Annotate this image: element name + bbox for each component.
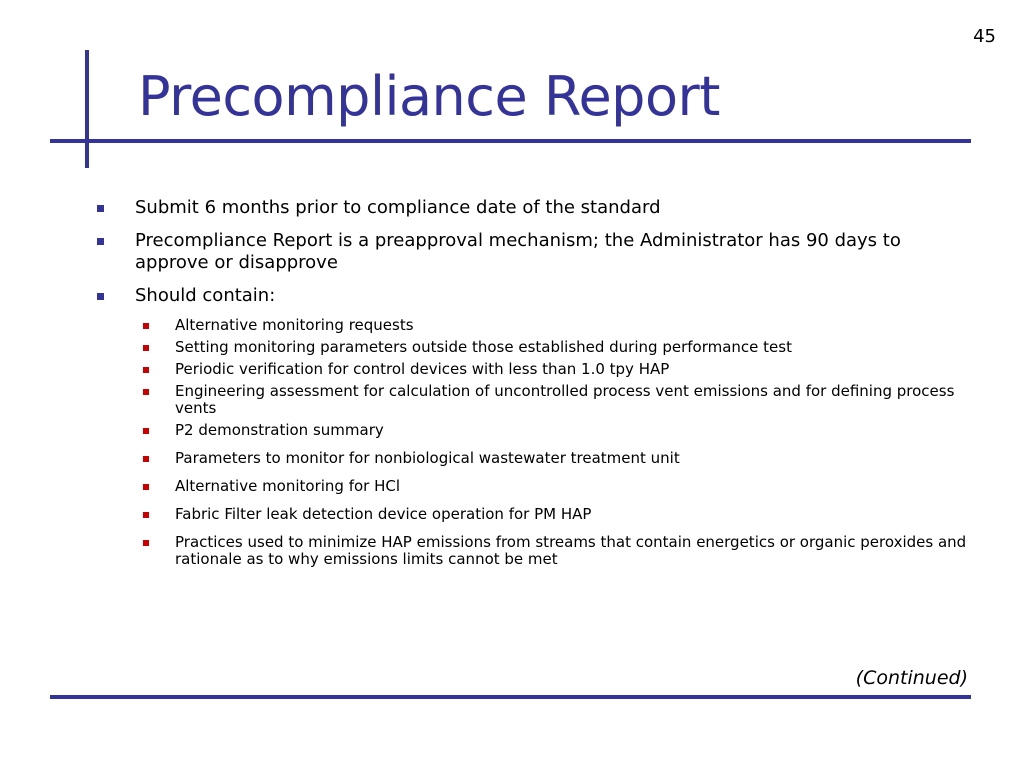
sub-bullet-text: Fabric Filter leak detection device operation for PM HAP — [175, 505, 592, 523]
title-horizontal-rule — [50, 139, 971, 143]
sub-bullet-text: Practices used to minimize HAP emissions from streams that contain energetics or organic peroxides and rationale as to why emissions limits cannot be met — [175, 533, 967, 568]
slide-content — [97, 197, 967, 579]
square-bullet-icon — [143, 323, 149, 329]
sub-bullet-text: Periodic verification for control devices with less than 1.0 tpy HAP — [175, 360, 670, 378]
bullet-list — [97, 197, 967, 568]
sub-bullet-item — [143, 478, 967, 495]
bullet-item — [97, 230, 967, 274]
sub-bullet-item — [143, 534, 967, 568]
bullet-text: Submit 6 months prior to compliance date of the standard — [135, 197, 661, 218]
square-bullet-icon — [97, 205, 104, 212]
bullet-text: Precompliance Report is a preapproval mechanism; the Administrator has 90 days to approve or disapprove — [135, 230, 901, 273]
sub-bullet-item — [143, 450, 967, 467]
title-vertical-rule — [85, 50, 89, 168]
square-bullet-icon — [97, 293, 104, 300]
page-number: 45 — [973, 26, 996, 47]
sub-bullet-text: Engineering assessment for calculation of uncontrolled process vent emissions and for defining process vents — [175, 382, 955, 417]
square-bullet-icon — [143, 428, 149, 434]
slide-title: Precompliance Report — [138, 65, 720, 128]
sub-bullet-list — [143, 317, 967, 568]
square-bullet-icon — [143, 484, 149, 490]
square-bullet-icon — [143, 456, 149, 462]
square-bullet-icon — [97, 238, 104, 245]
sub-bullet-item — [143, 422, 967, 439]
sub-bullet-item — [143, 339, 967, 356]
sub-bullet-item — [143, 317, 967, 334]
bullet-item — [97, 285, 967, 568]
sub-bullet-text: Parameters to monitor for nonbiological wastewater treatment unit — [175, 449, 680, 467]
bullet-text: Should contain: — [135, 285, 276, 306]
square-bullet-icon — [143, 512, 149, 518]
sub-bullet-item — [143, 383, 967, 417]
square-bullet-icon — [143, 367, 149, 373]
sub-bullet-text: Alternative monitoring for HCl — [175, 477, 401, 495]
continued-note: (Continued) — [855, 667, 968, 689]
bullet-item — [97, 197, 967, 219]
sub-bullet-item — [143, 506, 967, 523]
square-bullet-icon — [143, 540, 149, 546]
sub-bullet-item — [143, 361, 967, 378]
square-bullet-icon — [143, 345, 149, 351]
sub-bullet-text: P2 demonstration summary — [175, 421, 384, 439]
square-bullet-icon — [143, 389, 149, 395]
sub-bullet-text: Setting monitoring parameters outside those established during performance test — [175, 338, 792, 356]
sub-bullet-text: Alternative monitoring requests — [175, 316, 414, 334]
footer-horizontal-rule — [50, 695, 971, 699]
